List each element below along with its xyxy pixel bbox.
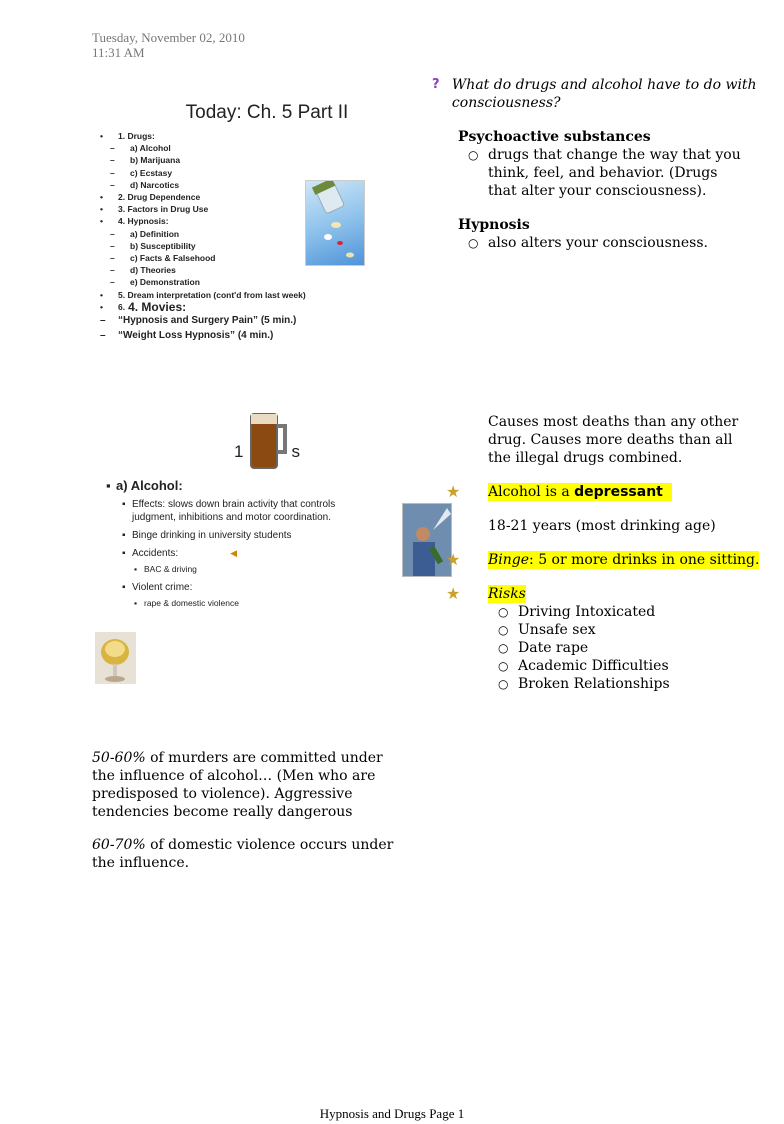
outline-item: – d) Theories <box>110 265 176 276</box>
beer-mug-icon <box>243 410 291 472</box>
risk-item: ○ Driving Intoxicated <box>498 604 656 620</box>
outline-item: – e) Demonstration <box>110 277 200 288</box>
risk-item: ○ Date rape <box>498 640 589 656</box>
notes-consciousness <box>432 76 772 252</box>
heading-hypnosis: Hypnosis <box>458 217 530 233</box>
star-icon: ★ <box>446 482 461 501</box>
risks-list <box>498 603 780 693</box>
depressant-line: ★ Alcohol is a depressant <box>446 483 780 501</box>
outline-item: • 5. Dream interpretation (cont'd from last week) <box>100 289 306 300</box>
speaker-icon: ◀ <box>230 548 238 558</box>
movie-item: – “Weight Loss Hypnosis” (4 min.) <box>100 330 274 342</box>
header-time: 11:31 AM <box>92 45 145 60</box>
outline-item: – d) Narcotics <box>110 179 180 190</box>
risk-item: ○ Broken Relationships <box>498 676 670 692</box>
page-header <box>92 30 245 60</box>
star-icon: ★ <box>446 550 461 569</box>
domestic-violence-paragraph: 60-70% of domestic violence occurs under the influence. <box>92 837 394 871</box>
heading-psychoactive: Psychoactive substances <box>458 129 651 145</box>
risk-item: ○ Unsafe sex <box>498 622 596 638</box>
page-footer: Hypnosis and Drugs Page 1 <box>319 1106 465 1121</box>
outline-item: – a) Alcohol <box>110 143 171 154</box>
murder-stat-paragraph: 50-60% of murders are committed under the influence of alcohol… (Men who are predisposed to violence). Aggressive tendencies become really dangerous <box>92 750 383 820</box>
age-line: 18-21 years (most drinking age) <box>488 518 716 534</box>
alcohol-bullets: ▪ Effects: slows down brain activity that controls judgment, inhibitions and motor coordination. ▪ Binge drinking in university students ▪ Accidents: ◀ ▪ BAC & driving ▪ Violent crime: ▪ rape & domestic violence <box>122 499 336 608</box>
risks-heading: ★ Risks <box>446 584 526 603</box>
alcohol-heading: ▪ a) Alcohol: <box>106 478 183 493</box>
outline-item: • 3. Factors in Drug Use <box>100 204 209 215</box>
bullet-hypnosis: ○ also alters your consciousness. <box>468 235 708 251</box>
outline-item: – c) Ecstasy <box>110 167 173 178</box>
risk-item: ○ Academic Difficulties <box>498 658 669 674</box>
outline-item: – b) Marijuana <box>110 155 181 166</box>
outline-item-movies: • 6. 4. Movies: <box>100 299 187 314</box>
outline-item: • 2. Drug Dependence <box>100 192 201 203</box>
outline-item: – b) Susceptibility <box>110 240 196 251</box>
agenda-outline <box>100 130 306 343</box>
header-date: Tuesday, November 02, 2010 <box>92 30 245 45</box>
outline-item: • 1. Drugs: <box>100 131 155 141</box>
outline-item: – c) Facts & Falsehood <box>110 253 216 264</box>
bullet-psychoactive: ○ drugs that change the way that you think, feel, and behavior. (Drugs that alter your consciousness). <box>468 147 741 199</box>
slide-title: Today: Ch. 5 Part II <box>185 102 349 123</box>
wine-glass-image <box>95 632 136 684</box>
champagne-image <box>402 503 452 577</box>
budweiser-logo: 1 s <box>234 410 300 472</box>
question-text: What do drugs and alcohol have to do with consciousness? <box>451 77 757 111</box>
movie-item: – “Hypnosis and Surgery Pain” (5 min.) <box>100 315 297 327</box>
outline-item: – a) Definition <box>110 228 180 239</box>
binge-line: ★ Binge: 5 or more drinks in one sitting. <box>446 550 760 569</box>
notes-alcohol: Causes most deaths than any other drug. Causes more deaths than all the illegal drugs combined. ★ Alcohol is a depressant 18-21 years (most drinking age) ★ Binge: 5 or more drinks in one sitting. ★ Risks ○ Driving Intoxicated ○ Unsafe sex ○ Date rape ○ Academic Difficulties ○ Broken Relationships <box>446 413 780 693</box>
pills-image <box>305 180 365 266</box>
outline-item: • 4. Hypnosis: <box>100 216 169 227</box>
question-icon: ? <box>432 77 440 92</box>
star-icon: ★ <box>446 584 461 603</box>
slide-alcohol <box>92 410 412 620</box>
